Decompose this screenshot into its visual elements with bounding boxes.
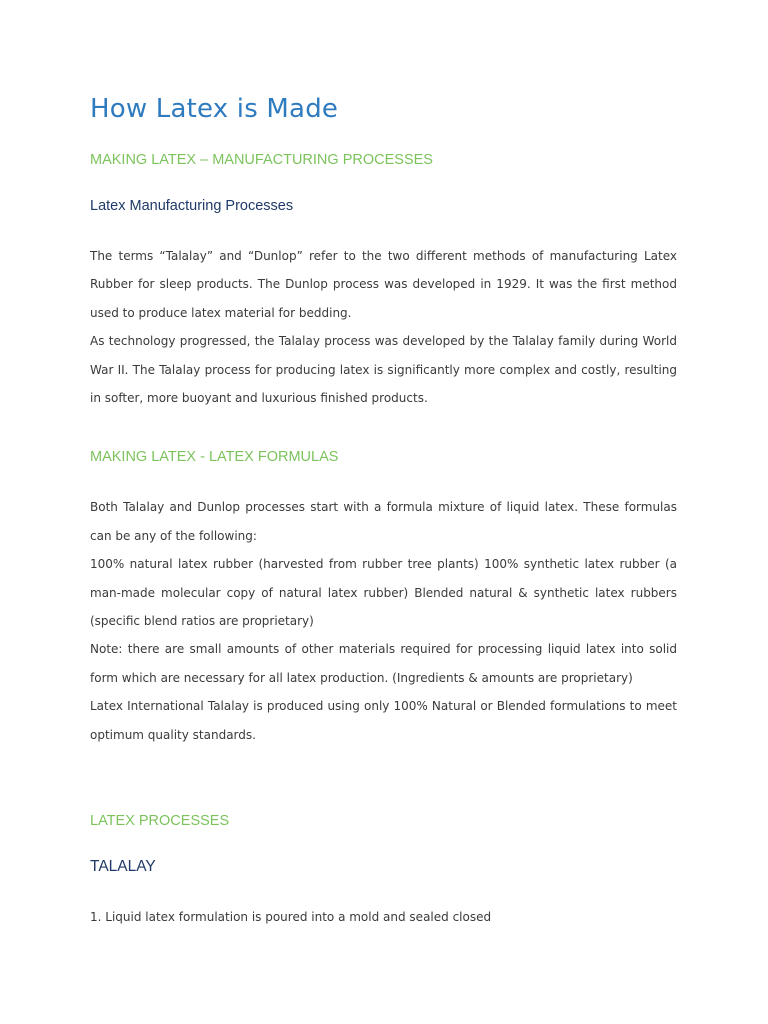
document-content [90, 92, 677, 932]
page-title: How Latex is Made [90, 94, 339, 124]
talalay-steps [90, 903, 677, 931]
paragraph-formula-types: 100% natural latex rubber (harvested from rubber tree plants) 100% synthetic latex rubber (a man-made molecular copy of natural latex rubber) Blended natural & synthetic latex rubbers (specific blend ratios are proprietary) [90, 557, 677, 629]
subheading-talalay: TALALAY [90, 858, 156, 876]
subheading-latex-manufacturing-processes: Latex Manufacturing Processes [90, 198, 294, 214]
manufacturing-processes-body [90, 242, 677, 412]
latex-formulas-body [90, 493, 677, 749]
talalay-step-1: 1. Liquid latex formulation is poured into a mold and sealed closed [90, 910, 492, 925]
section-heading-manufacturing-processes: MAKING LATEX – MANUFACTURING PROCESSES [90, 152, 433, 168]
section-heading-latex-processes: LATEX PROCESSES [90, 813, 230, 830]
paragraph-formula-note: Note: there are small amounts of other materials required for processing liquid latex into solid form which are necessary for all latex production. (Ingredients & amounts are proprietary) [90, 642, 677, 685]
paragraph-talalay-history: As technology progressed, the Talalay process was developed by the Talalay family during World War II. The Talalay process for producing latex is significantly more complex and costly, resulting in softer, more buoyant and luxurious finished products. [90, 334, 677, 406]
paragraph-formula-intro: Both Talalay and Dunlop processes start with a formula mixture of liquid latex. These formulas can be any of the following: [90, 500, 677, 543]
section-heading-latex-formulas: MAKING LATEX - LATEX FORMULAS [90, 449, 339, 466]
paragraph-latex-international: Latex International Talalay is produced using only 100% Natural or Blended formulations to meet optimum quality standards. [90, 699, 677, 742]
paragraph-talalay-dunlop-terms: The terms “Talalay” and “Dunlop” refer to the two different methods of manufacturing Latex Rubber for sleep products. The Dunlop process was developed in 1929. It was the first method used to produce latex material for bedding. [90, 249, 677, 320]
